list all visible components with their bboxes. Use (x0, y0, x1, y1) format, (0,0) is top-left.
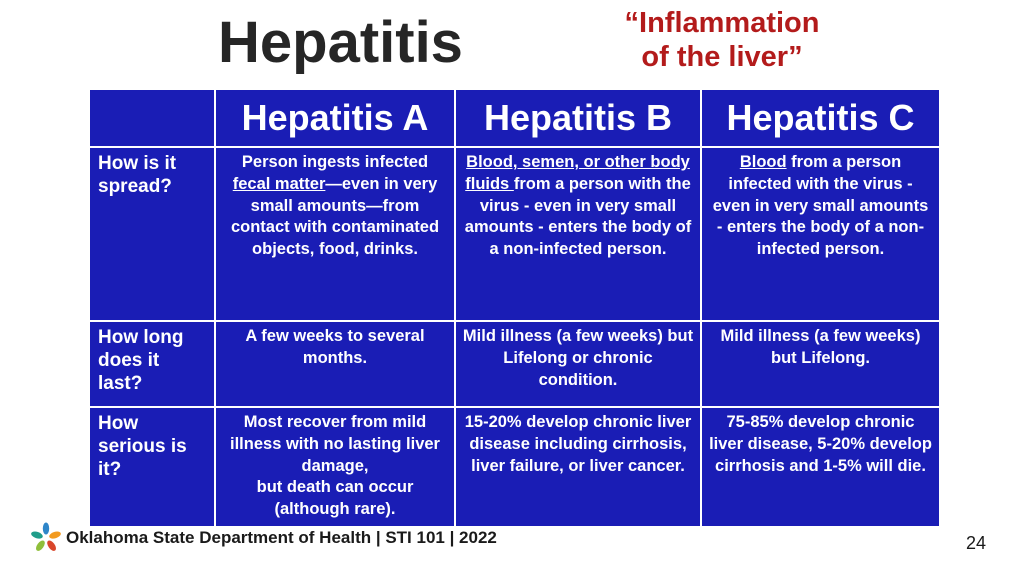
osdh-star-logo-icon (30, 522, 62, 554)
cell-b-duration: Mild illness (a few weeks) but Lifelong or chronic condition. (455, 321, 701, 407)
cell-a-spread-underlined: fecal matter (232, 174, 326, 193)
footer-text: Oklahoma State Department of Health | STI 101 | 2022 (66, 528, 497, 547)
slide-title: Hepatitis (218, 10, 463, 75)
cell-a-severity-line2: but death can occur (although rare). (256, 478, 414, 519)
header-hepatitis-b: Hepatitis B (455, 89, 701, 147)
cell-c-spread-underlined: Blood (739, 153, 787, 171)
cell-c-severity: 75-85% develop chronic liver disease, 5-20% develop cirrhosis and 1-5% will die. (701, 407, 940, 527)
table-row-spread (89, 147, 940, 321)
header-hepatitis-c: Hepatitis C (701, 89, 940, 147)
slide-subtitle (606, 6, 838, 74)
cell-a-spread (215, 147, 455, 321)
subtitle-line-1: “Inflammation (624, 7, 820, 39)
row-label-duration: How long does it last? (89, 321, 215, 407)
cell-b-severity: 15-20% develop chronic liver disease including cirrhosis, liver failure, or liver cancer. (455, 407, 701, 527)
cell-b-spread-underlined: Blood, semen, or other body fluids (465, 153, 690, 193)
cell-a-spread-post: —even in very small amounts—from contact with contaminated objects, food, drinks. (230, 174, 440, 259)
row-label-severity: How serious is it? (89, 407, 215, 527)
cell-c-spread-post: from a person infected with the virus - even in very small amounts - enters the body of a non-infected person. (712, 153, 929, 259)
page-number: 24 (966, 533, 987, 553)
footer (30, 520, 497, 556)
cell-c-duration: Mild illness (a few weeks) but Lifelong. (701, 321, 940, 407)
table-row-duration (89, 321, 940, 407)
subtitle-line-2: of the liver” (641, 41, 803, 74)
cell-a-duration: A few weeks to several months. (215, 321, 455, 407)
cell-a-severity (215, 407, 455, 527)
hepatitis-comparison-table (88, 88, 941, 528)
cell-a-severity-line1: Most recover from mild illness with no lasting liver damage, (230, 413, 440, 475)
row-label-spread: How is it spread? (89, 147, 215, 321)
cell-c-spread (701, 147, 940, 321)
cell-a-spread-pre: Person ingests infected (241, 153, 429, 171)
header-hepatitis-a: Hepatitis A (215, 89, 455, 147)
cell-b-spread (455, 147, 701, 321)
cell-b-spread-post: from a person with the virus - even in very small amounts - enters the body of a non-infected person. (464, 174, 692, 259)
table-header-row (89, 89, 940, 147)
table-row-severity (89, 407, 940, 527)
header-empty (89, 89, 215, 147)
